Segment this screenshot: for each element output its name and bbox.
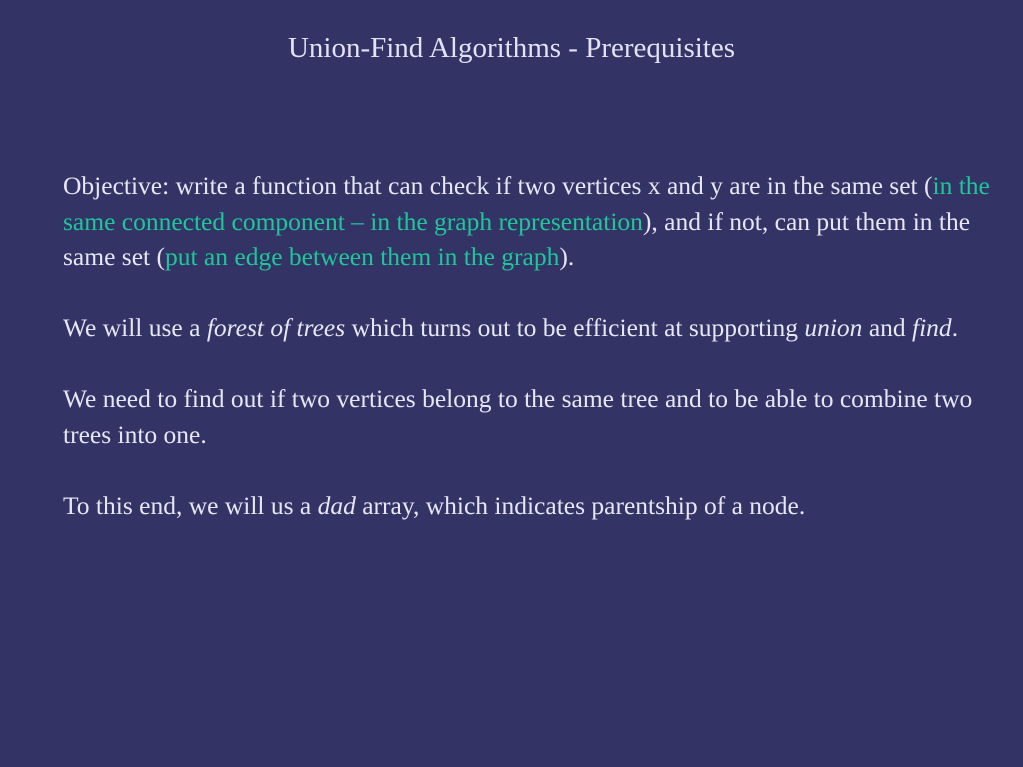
paragraph-trees [63,381,1008,452]
dad-text-2: array, which indicates parentship of a node. [355,490,806,520]
paragraph-objective [63,168,1008,275]
forest-text-4: . [951,313,959,342]
highlight-put-edge: put an edge between them in the graph [164,242,560,271]
paragraph-forest [63,310,1008,346]
emphasis-forest-of-trees: forest of trees [206,313,346,342]
dad-text-1: To this end, we will us a [63,490,318,520]
forest-text-1: We will use a [63,313,207,342]
emphasis-dad: dad [317,490,356,520]
trees-text: We need to find out if two vertices belong to the same tree and to be able to combine two trees into one. [63,384,973,449]
slide-title: Union-Find Algorithms - Prerequisites [287,32,736,64]
slide-body [63,168,1008,559]
objective-text-2: ), and if not, can put them in the same set ( [63,206,971,271]
paragraph-dad-array [63,488,1008,524]
objective-text-3: ). [559,242,575,271]
objective-text-1: Objective: write a function that can check if two vertices x and y are in the same set ( [63,171,933,200]
forest-text-2: which turns out to be efficient at supporting [345,313,805,342]
emphasis-union: union [804,313,863,342]
highlight-connected-component: in the same connected component – in the graph representation [63,171,990,236]
forest-text-3: and [862,313,913,342]
emphasis-find: find [912,313,952,342]
